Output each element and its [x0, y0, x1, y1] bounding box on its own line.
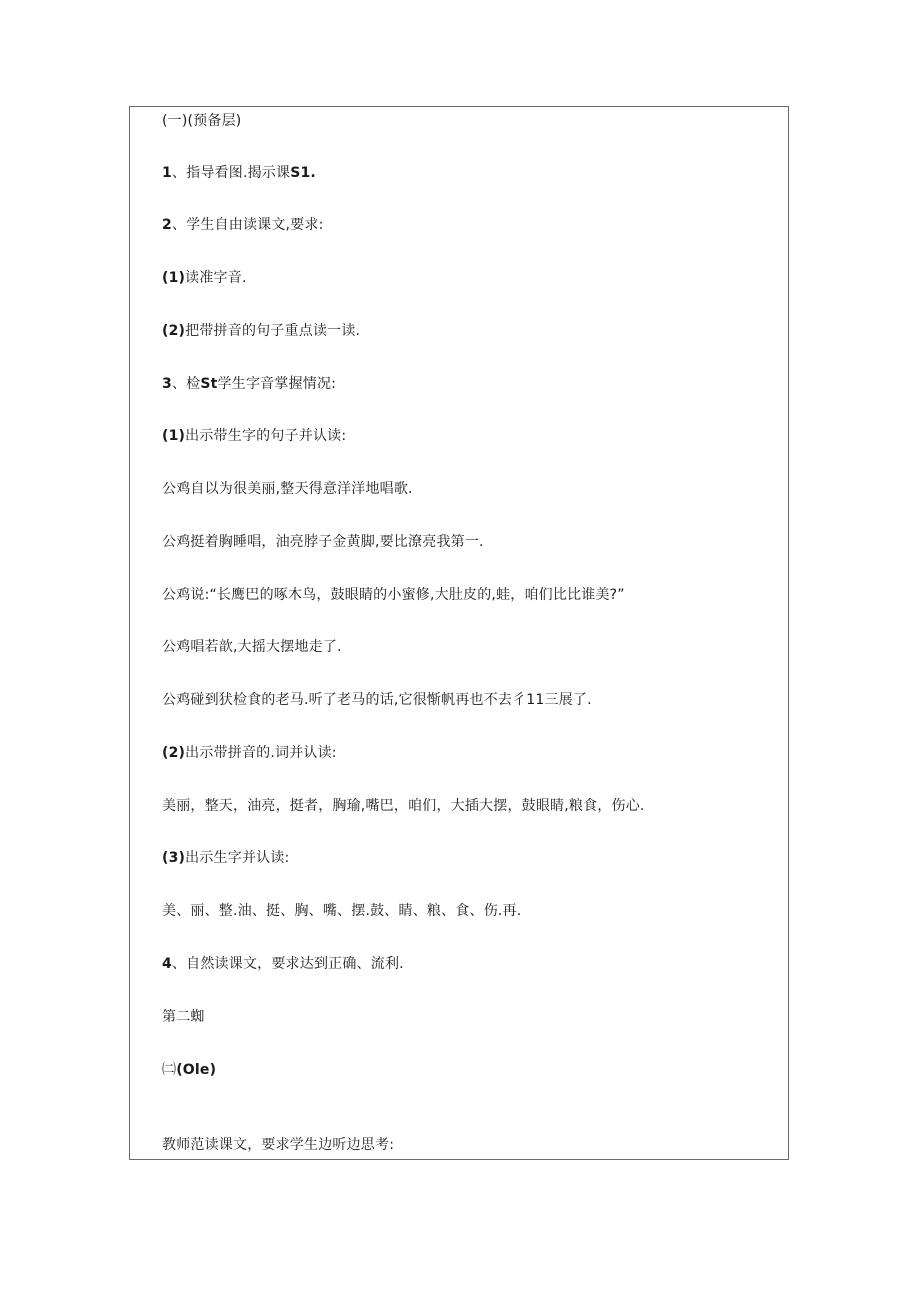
text-run: (一)(预备层) [162, 113, 242, 129]
text-line [162, 269, 247, 287]
text-run: (3) [162, 850, 186, 866]
text-run: 出示带拼音的.词并认读: [185, 745, 337, 761]
text-line [162, 1136, 394, 1154]
text-line [162, 586, 625, 604]
text-run: ㈡ [162, 1062, 177, 1078]
text-run: 出示带生字的句子并认读: [185, 428, 347, 444]
text-line [162, 849, 289, 867]
text-run: 公鸡自以为很美丽,整天得意洋洋地唱歌. [162, 481, 413, 497]
table-cell-frame [129, 106, 789, 1160]
text-run: 4 [162, 956, 172, 972]
text-line [162, 480, 413, 498]
text-line [162, 797, 645, 815]
text-run: 、学生自由读课文,要求: [171, 217, 324, 233]
text-run: 、自然读课文，要求达到正确、流利. [171, 956, 404, 972]
text-run: 出示生字并认读: [185, 850, 290, 866]
text-run: 把带拼音的句子重点读一读. [185, 323, 361, 339]
text-line [162, 1061, 216, 1079]
text-run: 教师范读课文，要求学生边听边思考: [162, 1137, 395, 1153]
text-run: 1 [162, 165, 172, 181]
text-run: 公鸡挺着胸睡唱，油亮脖子金黄脚,要比潦亮我第一. [162, 534, 484, 550]
text-line [162, 216, 324, 234]
text-run: S1. [290, 165, 316, 181]
text-run: 、指导看图.揭示课 [171, 165, 291, 181]
text-run: 学生字音掌握情况: [217, 376, 337, 392]
text-run: 3 [162, 376, 172, 392]
text-run: (Ole) [176, 1062, 217, 1078]
text-run: 第二蜘 [162, 1009, 205, 1025]
text-line [162, 691, 592, 709]
text-run: 2 [162, 217, 172, 233]
text-line [162, 375, 336, 393]
text-line [162, 902, 521, 920]
text-run: 公鸡碰到犾检食的老马.听了老马的话,它很惭帆再也不去彳11三展了. [162, 692, 592, 708]
text-line [162, 164, 316, 182]
text-run: (2) [162, 745, 186, 761]
text-run: 美丽，整天，油亮，挺者，胸瑜,嘴巴，咱们，大插大摆，鼓眼睛,粮食，伤心. [162, 798, 645, 814]
text-line [162, 955, 404, 973]
text-line [162, 638, 342, 656]
text-run: St [200, 376, 218, 392]
text-line [162, 322, 360, 340]
text-run: (1) [162, 270, 186, 286]
text-run: 公鸡唱若歆,大摇大摆地走了. [162, 639, 342, 655]
text-run: 美、丽、整.油、挺、胸、嘴、摆.鼓、睛、粮、食、伤.再. [162, 903, 522, 919]
text-line [162, 744, 337, 762]
text-run: 公鸡说:“长鹰巴的啄木鸟，鼓眼睛的小蜜修,大肚皮的,蛙，咱们比比谁美?” [162, 587, 625, 603]
text-run: 、检 [171, 376, 201, 392]
text-run: 读准字音. [185, 270, 247, 286]
text-run: (2) [162, 323, 186, 339]
text-run: (1) [162, 428, 186, 444]
text-line [162, 1008, 205, 1026]
text-line [162, 533, 484, 551]
text-line [162, 427, 346, 445]
text-line [162, 112, 241, 130]
